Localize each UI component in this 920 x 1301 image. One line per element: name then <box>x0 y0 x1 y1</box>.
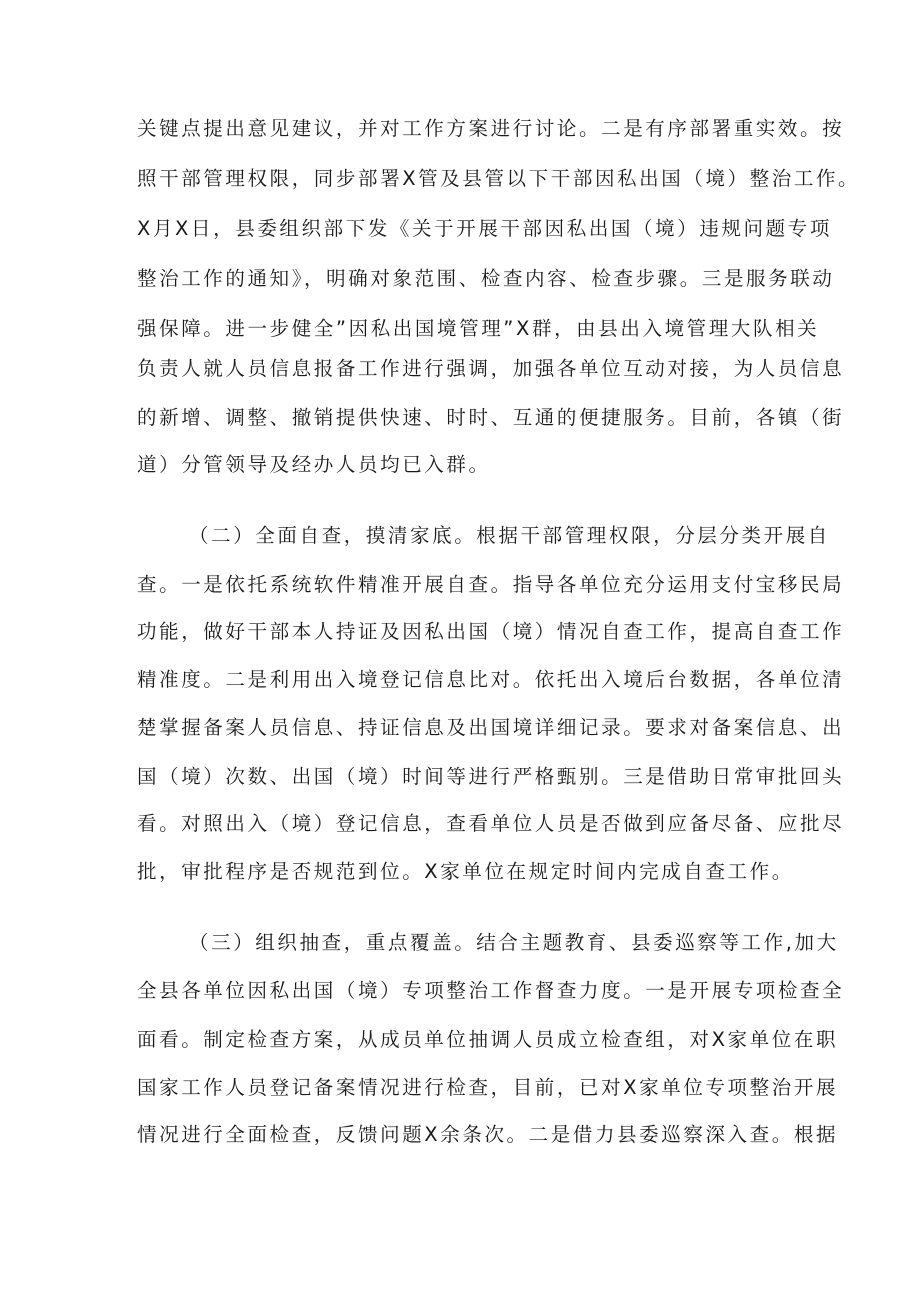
paragraph-3-line-5: 情况进行全面检查，反馈问题X余条次。二是借力县委巡察深入查。根据 <box>137 1123 839 1146</box>
paragraph-1-line-1: 关键点提出意见建议，并对工作方案进行讨论。二是有序部署重实效。按 <box>137 117 845 140</box>
paragraph-1-line-3: X月X日，县委组织部下发《关于开展干部因私出国（境）违规问题专项 <box>137 217 832 240</box>
paragraph-1-line-4: 整治工作的通知》，明确对象范围、检查内容、检查步骤。三是服务联动 <box>137 267 835 290</box>
paragraph-2-line-4: 精准度。二是利用出入境登记信息比对。依托出入境后台数据，各单位清 <box>137 668 845 691</box>
paragraph-1-line-5: 强保障。进一步健全”因私出国境管理”X群，由县出入境管理大队相关 <box>137 317 820 340</box>
paragraph-2-line-3: 功能，做好干部本人持证及因私出国（境）情况自查工作，提高自查工作 <box>137 620 845 643</box>
paragraph-2-line-6: 国（境）次数、出国（境）时间等进行严格甄别。三是借助日常审批回头 <box>137 765 845 788</box>
paragraph-3-line-4: 国家工作人员登记备案情况进行检查，目前，已对X家单位专项整治开展 <box>137 1076 839 1099</box>
paragraph-1-line-7: 的新增、调整、撤销提供快速、时时、互通的便捷服务。目前，各镇（街 <box>137 406 845 429</box>
paragraph-2-line-2: 查。一是依托系统软件精准开展自查。指导各单位充分运用支付宝移民局 <box>137 573 845 596</box>
paragraph-1-line-6: 负责人就人员信息报备工作进行强调，加强各单位互动对接，为人员信息 <box>137 357 845 380</box>
paragraph-1-line-2: 照干部管理权限，同步部署X管及县管以下干部因私出国（境）整治工作。 <box>137 167 861 190</box>
paragraph-2-line-8: 批，审批程序是否规范到位。X家单位在规定时间内完成自查工作。 <box>137 860 794 883</box>
paragraph-3-line-3: 面看。制定检查方案，从成员单位抽调人员成立检查组，对X家单位在职 <box>137 1028 839 1051</box>
paragraph-1-line-8: 道）分管领导及经办人员均已入群。 <box>137 453 491 476</box>
paragraph-3-line-1: （三）组织抽查，重点覆盖。结合主题教育、县委巡察等工作,加大 <box>189 931 839 954</box>
paragraph-2-line-1: （二）全面自查，摸清家底。根据干部管理权限，分层分类开展自 <box>189 524 830 547</box>
paragraph-2-line-7: 看。对照出入（境）登记信息，查看单位人员是否做到应备尽备、应批尽 <box>137 812 845 835</box>
paragraph-3-line-2: 全县各单位因私出国（境）专项整治工作督查力度。一是开展专项检查全 <box>137 979 845 1002</box>
paragraph-2-line-5: 楚掌握备案人员信息、持证信息及出国境详细记录。要求对备案信息、出 <box>137 716 845 739</box>
